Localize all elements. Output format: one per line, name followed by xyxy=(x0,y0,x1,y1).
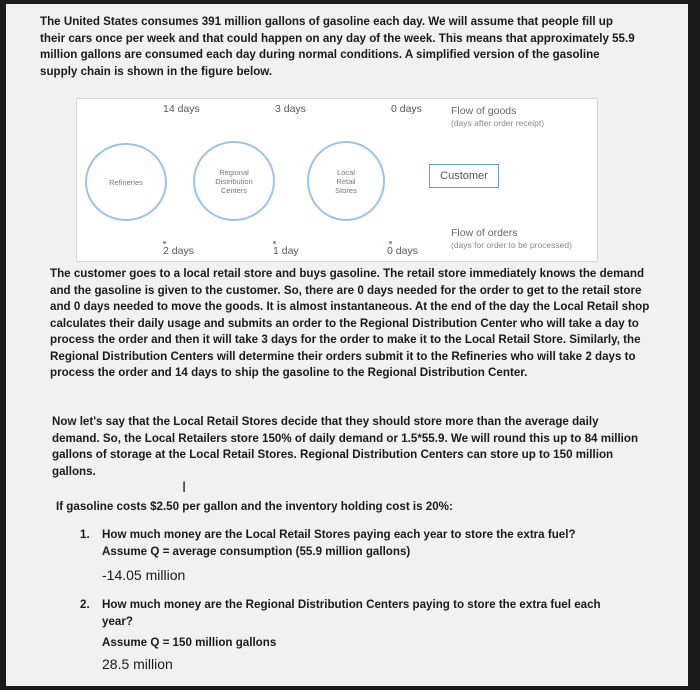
order-tick-dot xyxy=(273,241,276,244)
text-cursor-icon: I xyxy=(182,480,187,496)
bottom-days-label: 2 days xyxy=(163,245,194,257)
flow-of-goods-legend xyxy=(451,105,544,129)
supply-chain-diagram xyxy=(76,98,598,262)
top-days-label: 3 days xyxy=(275,103,306,115)
order-tick-dot xyxy=(163,241,166,244)
flow-of-goods-subtitle: (days after order receipt) xyxy=(451,118,545,128)
order-tick-dot xyxy=(389,241,392,244)
bottom-days-label: 1 day xyxy=(273,245,299,257)
refineries-node xyxy=(85,143,167,221)
question-number: 1. xyxy=(80,528,90,541)
paragraph-cost: If gasoline costs $2.50 per gallon and the inventory holding cost is 20%: xyxy=(56,500,453,513)
paragraph-storage: Now let's say that the Local Retail Stores decide that they should store more than the average daily demand. So, the Local Retailers store 150% of daily demand or 1.5*55.9. We will round this up to 84 million gallons of storage at the Local Retail Stores. Regional Distribution Centers can store up to 150 million gallons. xyxy=(52,415,639,478)
answer-1: -14.05 million xyxy=(102,567,186,583)
flow-of-orders-title: Flow of orders xyxy=(451,227,518,239)
question-assumption: Assume Q = 150 million gallons xyxy=(102,636,277,649)
top-days-label: 14 days xyxy=(163,103,200,115)
flow-of-goods-title: Flow of goods xyxy=(451,105,517,117)
regional-distribution-label: Regional Distribution Centers xyxy=(215,167,253,195)
bottom-days-label: 0 days xyxy=(387,245,418,257)
refineries-label: Refineries xyxy=(109,177,143,187)
question-text: How much money are the Regional Distribution Centers paying to store the extra fuel each year? xyxy=(102,598,601,628)
question-assumption: Assume Q = average consumption (55.9 million gallons) xyxy=(102,545,411,558)
customer-node: Customer xyxy=(429,164,499,188)
document-page xyxy=(6,4,688,686)
top-days-label: 0 days xyxy=(391,103,422,115)
question-number: 2. xyxy=(80,598,90,611)
flow-of-orders-legend xyxy=(451,227,572,251)
flow-of-orders-subtitle: (days for order to be processed) xyxy=(451,240,572,250)
paragraph-process: The customer goes to a local retail store and buys gasoline. The retail store immediately knows the demand and the gasoline is given to the customer. So, there are 0 days needed for the order to get to the retail store and 0 days needed to move the goods. It is almost instantaneous. At the end of the day the Local Retail shop calculates their daily usage and submits an order to the Regional Distribution Center who will take a day to process the order and then it will take 3 days for the order to make it to the Local Retail Store. Similarly, the Regional Distribution Centers will determine their orders submit it to the Refineries who will take 2 days to process the order and 14 days to ship the gasoline to the Regional Distribution Center. xyxy=(50,267,650,379)
answer-2: 28.5 million xyxy=(102,656,173,672)
question-text: How much money are the Local Retail Stores paying each year to store the extra fuel? xyxy=(102,528,576,541)
intro-paragraph: The United States consumes 391 million gallons of gasoline each day. We will assume that people fill up their cars once per week and that could happen on any day of the week. This means that approximately 55.9 million gallons are consumed each day during normal conditions. A simplified version of the gasoline supply chain is shown in the figure below. xyxy=(40,15,635,78)
local-retail-label: Local Retail Stores xyxy=(335,167,357,195)
local-retail-node xyxy=(307,141,385,221)
regional-distribution-node xyxy=(193,141,275,221)
